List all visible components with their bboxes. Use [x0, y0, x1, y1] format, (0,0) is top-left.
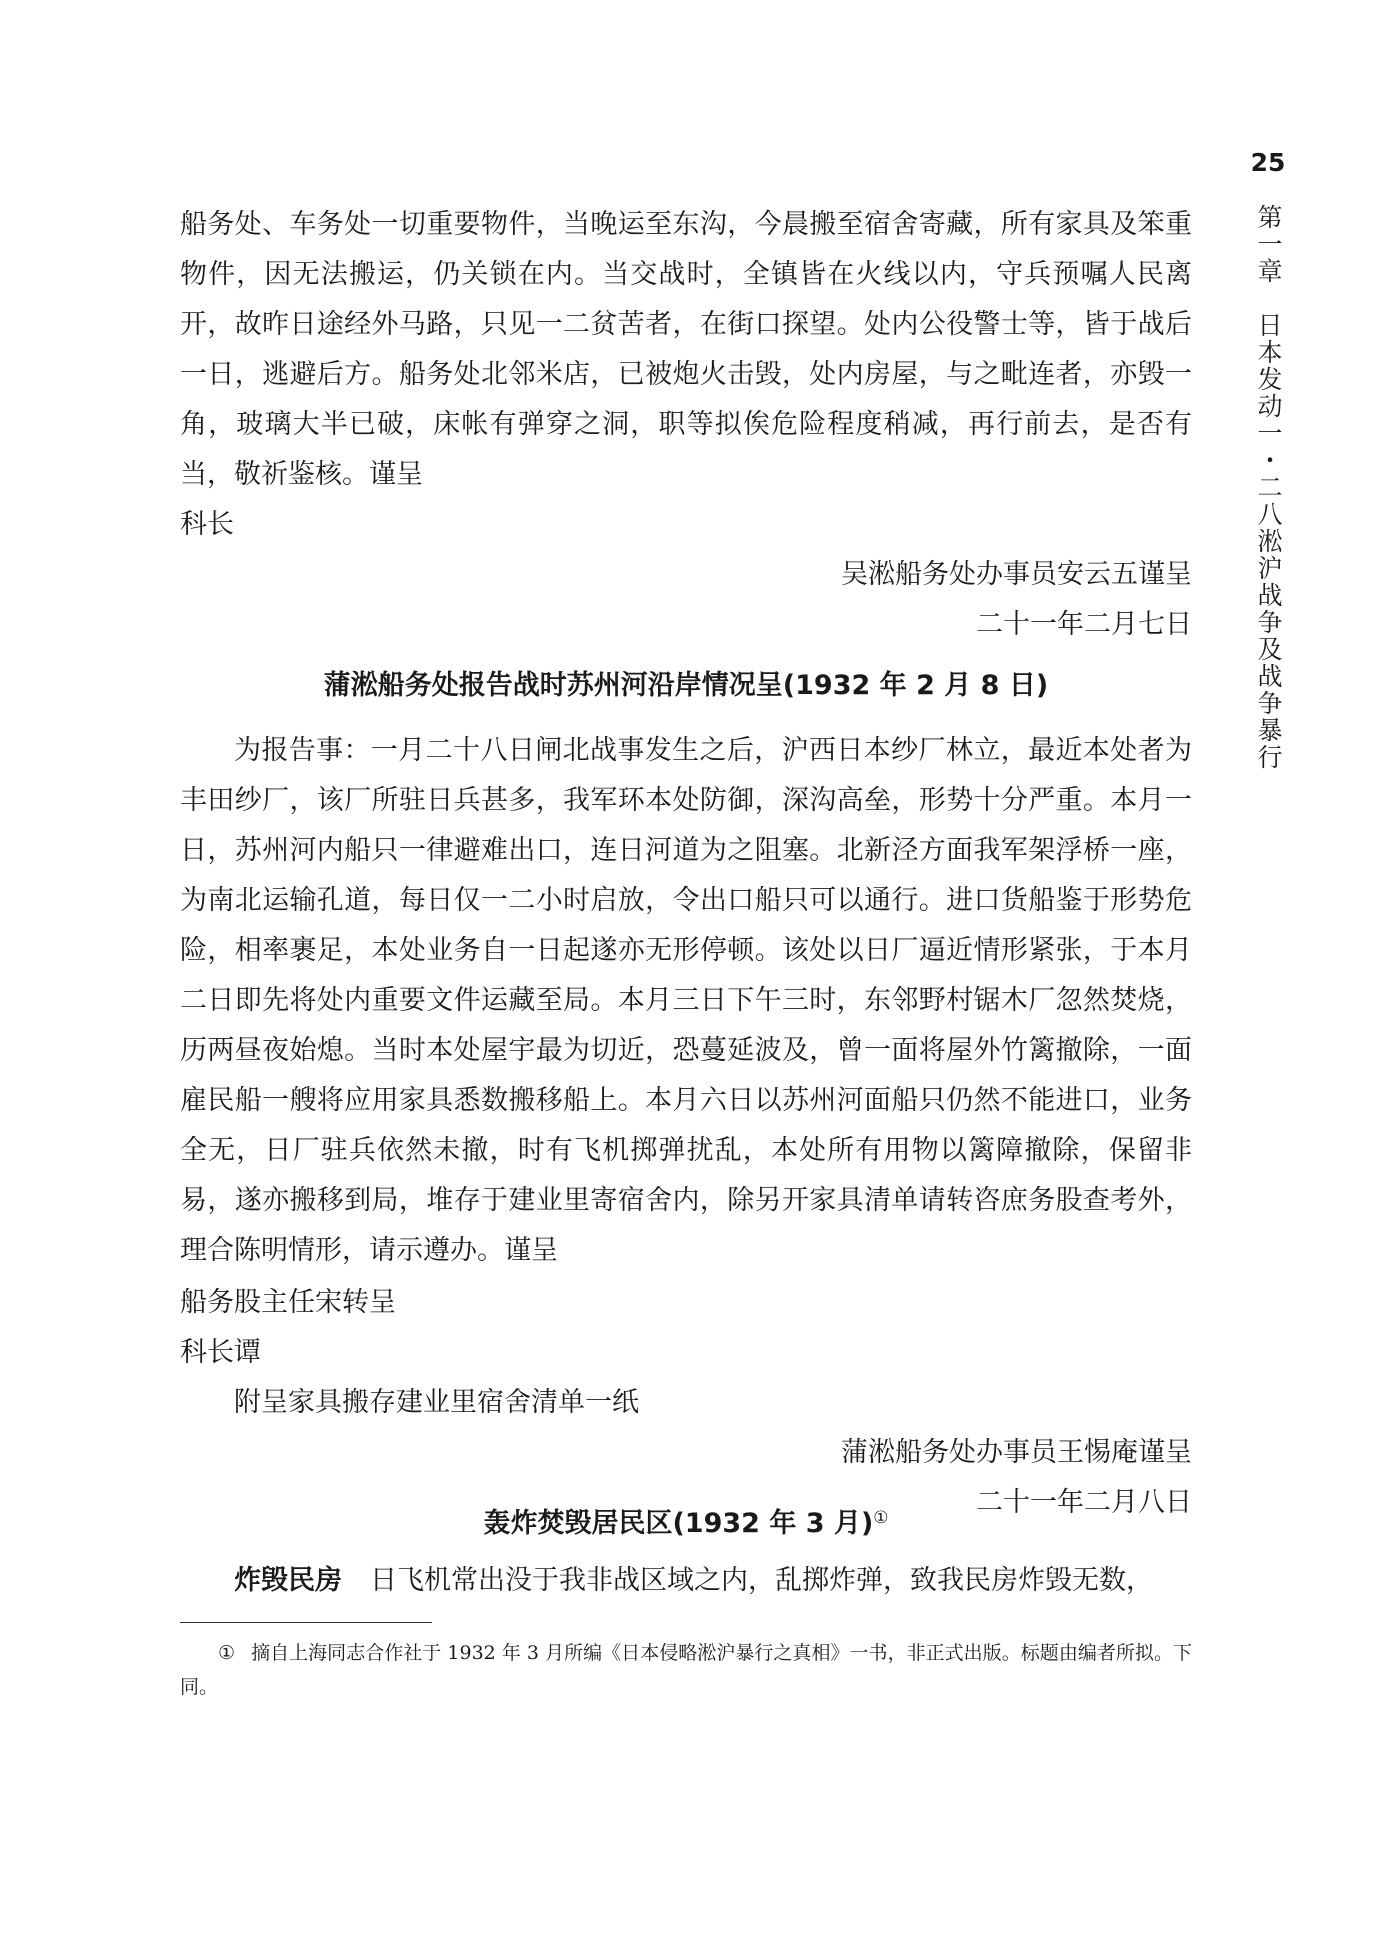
footnote-rule: [180, 1622, 432, 1623]
doc3-text: 日飞机常出没于我非战区域之内，乱掷炸弹，致我民房炸毁无数，: [370, 1565, 1153, 1596]
doc2-signature: 蒲淞船务处办事员王惕庵谨呈: [841, 1437, 1192, 1468]
doc2-title: 蒲淞船务处报告战时苏州河沿岸情况呈(1932 年 2 月 8 日): [323, 670, 1049, 701]
footnote-marker: ①: [218, 1642, 236, 1664]
doc3-title-wrap: [180, 1498, 1192, 1544]
footnote-text: 摘自上海同志合作社于 1932 年 3 月所编《日本侵略淞沪暴行之真相》一书，非正式出版。标题由编者所拟。下同。: [180, 1642, 1192, 1698]
doc2-paragraph: 为报告事：一月二十八日闸北战事发生之后，沪西日本纱厂林立，最近本处者为丰田纱厂，该厂所驻日兵甚多，我军环本处防御，深沟高垒，形势十分严重。本月一日，苏州河内船只一律避难出口，连日河道为之阻塞。北新泾方面我军架浮桥一座，为南北运输孔道，每日仅一二小时启放，令出口船只可以通行。进口货船鉴于形势危险，相率裹足，本处业务自一日起遂亦无形停顿。该处以日厂逼近情形紧张，于本月二日即先将处内重要文件运藏至局。本月三日下午三时，东邻野村锯木厂忽然焚烧，历两昼夜始熄。当时本处屋宇最为切近，恐蔓延波及，曾一面将屋外竹篱撤除，一面雇民船一艘将应用家具悉数搬移船上。本月六日以苏州河面船只仍然不能进口，业务全无，日厂驻兵依然未撤，时有飞机掷弹扰乱，本处所有用物以篱障撤除，保留非易，遂亦搬移到局，堆存于建业里寄宿舍内，除另开家具清单请转咨庶务股查考外，理合陈明情形，请示遵办。谨呈: [180, 735, 1192, 1266]
doc2-addressee-2: 科长谭: [180, 1337, 261, 1368]
doc2-attachment: 附呈家具搬存建业里宿舍清单一纸: [234, 1387, 639, 1418]
page-number: 25: [1250, 148, 1286, 177]
footnote-ref: ①: [873, 1508, 889, 1528]
doc1-date: 二十一年二月七日: [976, 609, 1192, 640]
running-head: 第一章 日本发动一・二八淞沪战争及战争暴行: [1254, 204, 1283, 771]
doc3-title: 轰炸焚毁居民区(1932 年 3 月): [483, 1508, 874, 1539]
doc3-lead: 炸毁民房: [234, 1565, 342, 1596]
doc3-line: [234, 1556, 1153, 1606]
doc1-addressee: 科长: [180, 509, 234, 540]
doc1-paragraph: 船务处、车务处一切重要物件，当晚运至东沟，今晨搬至宿舍寄藏，所有家具及笨重物件，因无法搬运，仍关锁在内。当交战时，全镇皆在火线以内，守兵预嘱人民离开，故昨日途经外马路，只见一二贫苦者，在街口探望。处内公役警士等，皆于战后一日，逃避后方。船务处北邻米店，已被炮火击毁，处内房屋，与之毗连者，亦毁一角，玻璃大半已破，床帐有弹穿之洞，职等拟俟危险程度稍减，再行前去，是否有当，敬祈鉴核。谨呈: [180, 209, 1192, 490]
doc2-addressee-1: 船务股主任宋转呈: [180, 1287, 396, 1318]
doc2-date: 二十一年二月八日: [976, 1487, 1192, 1518]
footnote: [180, 1636, 1192, 1704]
doc1-signature: 吴淞船务处办事员安云五谨呈: [841, 559, 1192, 590]
